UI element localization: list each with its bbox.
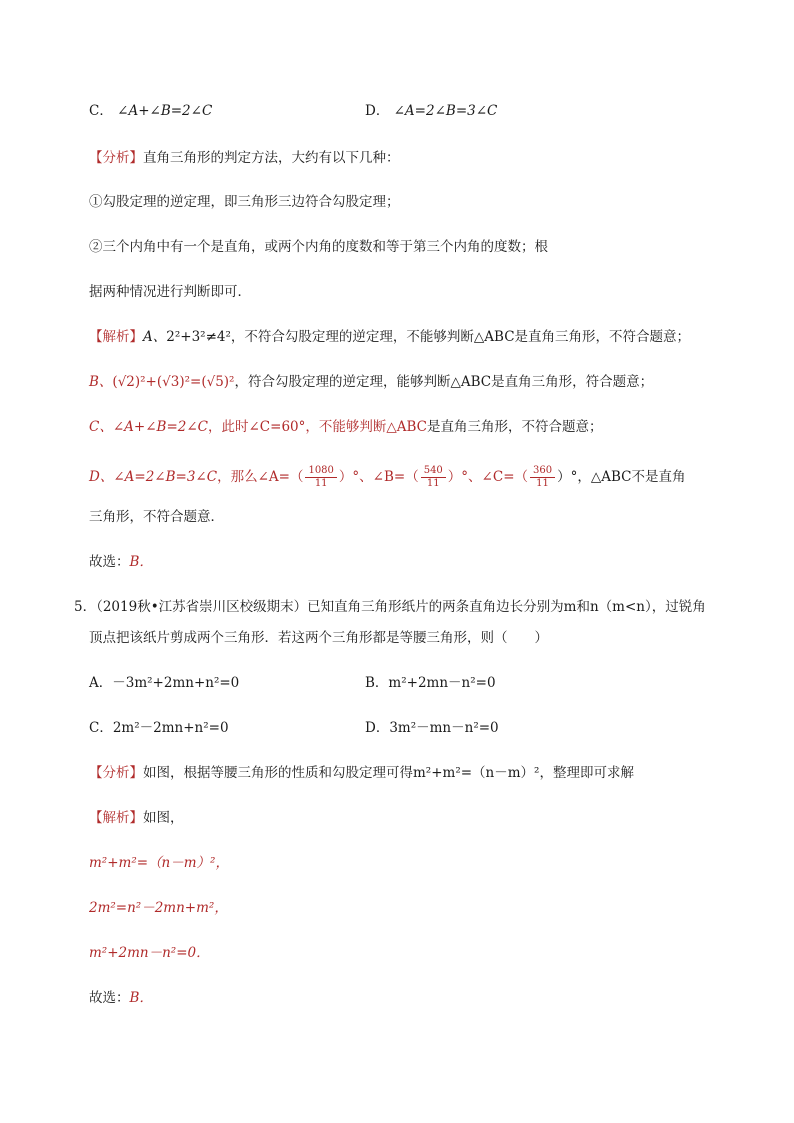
q4-method1: ①勾股定理的逆定理，即三角形三边符合勾股定理； xyxy=(89,194,400,210)
q5-option-a: A．－3m²+2mn+n²=0 xyxy=(89,675,240,691)
q4-analysis xyxy=(89,148,400,168)
question-number: 5． xyxy=(74,599,97,615)
question-source: （2019秋•江苏省崇川区校级期末） xyxy=(96,599,308,615)
math-expr: 2²+3²≠4² xyxy=(166,329,231,345)
q5-step1: m²+m²=（n－m）²， xyxy=(89,855,229,871)
item-lead: A、 xyxy=(143,329,167,345)
math-expr: ∠A=2∠B=3∠C xyxy=(113,469,218,485)
solution-tag: 【解析】 xyxy=(89,810,143,826)
solution-text: 如图， xyxy=(143,810,184,826)
q4-method2-cont: 据两种情况进行判断即可． xyxy=(89,284,251,300)
option-label: D． xyxy=(365,103,390,119)
numerator: 1080 xyxy=(305,465,336,478)
item-text: ，符合勾股定理的逆定理，能够判断△ABC是直角三角形，符合题意； xyxy=(234,374,654,390)
item-text: ）°，△ABC不是直角 xyxy=(557,469,686,485)
analysis-tag: 【分析】 xyxy=(89,150,143,166)
item-text: ）°、∠C=（ xyxy=(447,469,528,485)
answer-value: B． xyxy=(129,554,153,570)
item-text: ，不符合勾股定理的逆定理，不能够判断△ABC是直角三角形，不符合题意； xyxy=(230,329,691,345)
q4-solution-a xyxy=(89,327,690,347)
q4-solution-d xyxy=(89,462,685,492)
q4-solution-c xyxy=(89,417,603,437)
answer-label: 故选： xyxy=(89,554,130,570)
q5-analysis xyxy=(89,763,634,783)
q5-option-c: C．2m²－2mn+n²=0 xyxy=(89,720,229,736)
math-expr: ∠A+∠B=2∠C xyxy=(112,419,208,435)
math-expr: (√2)²+(√3)²=(√5)² xyxy=(112,374,235,390)
q5-stem xyxy=(74,597,706,617)
q5-step2: 2m²=n²－2mn+m²， xyxy=(89,900,228,916)
q4-solution-d-cont: 三角形，不符合题意． xyxy=(89,509,224,525)
item-text: ，此时∠C=60°，不能够判断△ABC xyxy=(208,419,428,435)
q5-stem-cont: 顶点把该纸片剪成两个三角形．若这两个三角形都是等腰三角形，则（ ） xyxy=(89,630,548,646)
answer-label: 故选： xyxy=(89,990,130,1006)
analysis-tag: 【分析】 xyxy=(89,765,143,781)
denominator: 11 xyxy=(536,478,549,489)
q4-option-d xyxy=(365,101,497,121)
analysis-text: 如图，根据等腰三角形的性质和勾股定理可得m²+m²=（n－m）²，整理即可求解 xyxy=(143,765,634,781)
fraction-b xyxy=(421,465,446,490)
analysis-text: 直角三角形的判定方法，大约有以下几种： xyxy=(143,150,400,166)
q4-solution-b xyxy=(89,372,653,392)
answer-value: B． xyxy=(129,990,153,1006)
item-text: ）°、∠B=（ xyxy=(338,469,419,485)
option-text: ∠A=2∠B=3∠C xyxy=(393,103,498,119)
q5-option-b: B．m²+2mn－n²=0 xyxy=(365,675,496,691)
question-text: 已知直角三角形纸片的两条直角边长分别为m和n（m<n），过锐角 xyxy=(307,599,706,615)
q4-option-c xyxy=(89,101,212,121)
option-text: ∠A+∠B=2∠C xyxy=(117,103,213,119)
numerator: 540 xyxy=(421,465,446,478)
option-label: C． xyxy=(89,103,113,119)
item-text-cont: 是直角三角形，不符合题意； xyxy=(427,419,603,435)
item-text: ，那么∠A=（ xyxy=(217,469,304,485)
item-lead: C、 xyxy=(89,419,113,435)
item-lead: B、 xyxy=(89,374,113,390)
item-lead: D、 xyxy=(89,469,114,485)
q5-option-d: D．3m²－mn－n²=0 xyxy=(365,720,499,736)
numerator: 360 xyxy=(530,465,555,478)
q5-answer xyxy=(89,988,153,1008)
denominator: 11 xyxy=(314,478,328,489)
denominator: 11 xyxy=(426,478,440,489)
fraction-a xyxy=(305,465,336,490)
fraction-c xyxy=(530,465,555,490)
q5-solution xyxy=(89,808,184,828)
q4-answer xyxy=(89,552,153,572)
q4-method2: ②三个内角中有一个是直角，或两个内角的度数和等于第三个内角的度数；根 xyxy=(89,239,548,255)
q5-step3: m²+2mn－n²=0． xyxy=(89,945,210,961)
solution-tag: 【解析】 xyxy=(89,329,143,345)
